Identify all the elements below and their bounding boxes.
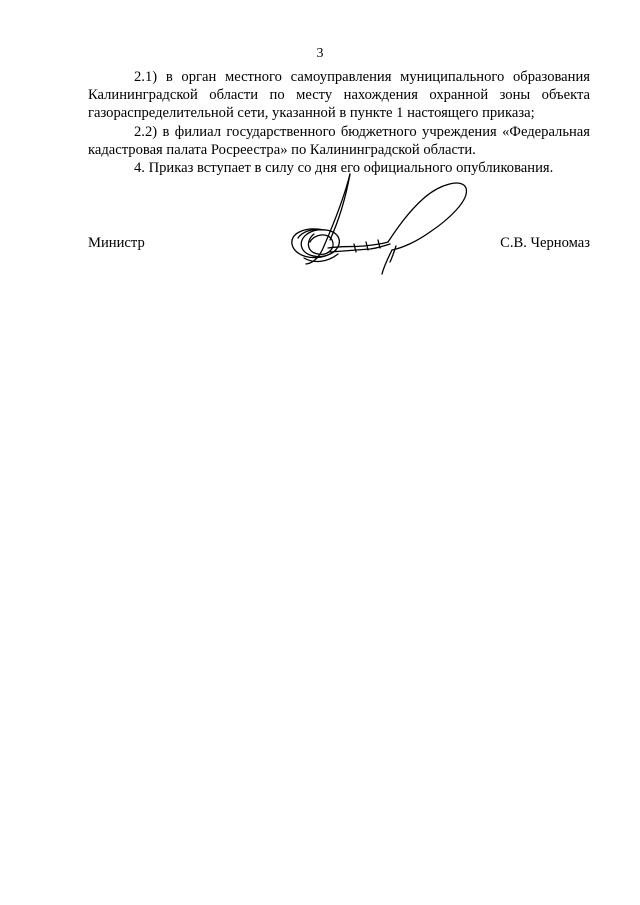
page-number: 3 xyxy=(316,46,324,61)
document-body xyxy=(88,68,590,177)
signatory-title: Министр xyxy=(88,235,145,251)
handwritten-signature xyxy=(284,168,474,278)
paragraph-2-1: 2.1) в орган местного самоуправления муниципального образования Калининградской области по месту нахождения охранной зоны объекта газораспределительной сети, указанной в пункте 1 настоящего приказа; xyxy=(88,69,590,122)
paragraph-2-2: 2.2) в филиал государственного бюджетного учреждения «Федеральная кадастровая палата Росреестра» по Калининградской области. xyxy=(88,123,590,158)
signatory-name: С.В. Черномаз xyxy=(500,235,590,251)
paragraph-4: 4. Приказ вступает в силу со дня его официального опубликования. xyxy=(134,160,554,177)
